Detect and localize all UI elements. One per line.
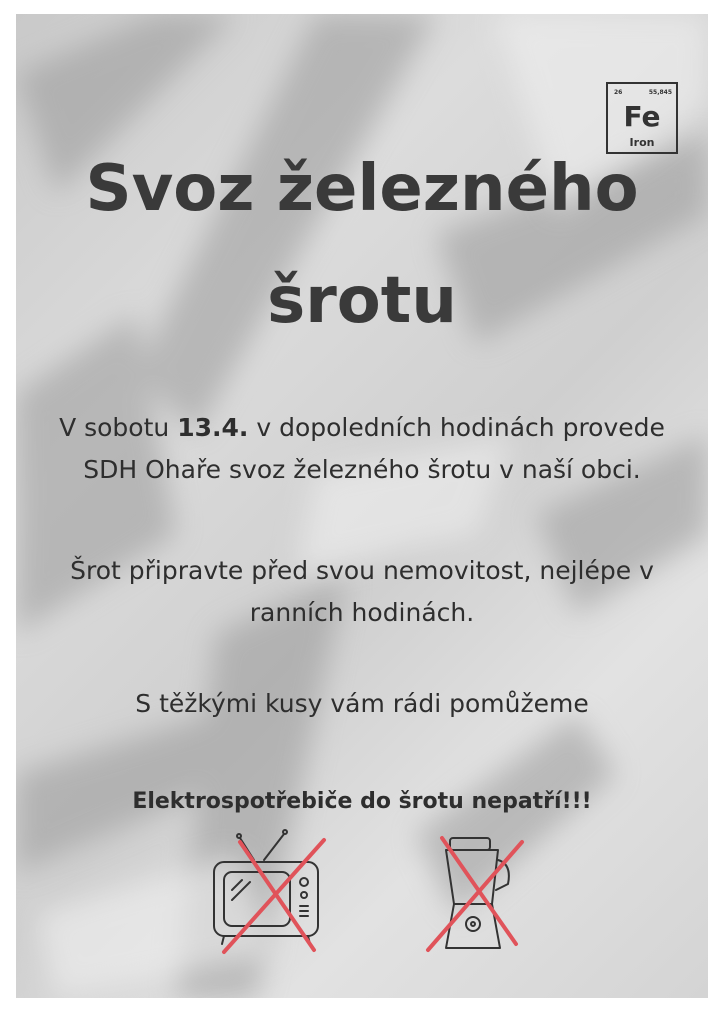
paragraph1-pre: V sobotu <box>59 413 178 442</box>
paragraph-instructions <box>16 550 708 634</box>
title-line-1: Svoz železného <box>85 152 639 226</box>
element-symbol: Fe <box>623 100 661 133</box>
tv-icon <box>202 820 332 960</box>
blender-icon <box>412 824 532 964</box>
title-line-2: šrotu <box>267 264 457 338</box>
paragraph-help: S těžkými kusy vám rádi pomůžeme <box>135 689 589 718</box>
paragraph1-post: v dopoledních hodinách provede <box>248 413 665 442</box>
poster-sheet <box>16 14 708 998</box>
electronics-warning: Elektrospotřebiče do šrotu nepatří!!! <box>132 789 592 814</box>
element-name: Iron <box>629 136 655 149</box>
iron-element-tile <box>606 82 678 154</box>
collection-date: 13.4. <box>177 413 249 442</box>
paragraph2-line2: ranních hodinách. <box>249 598 475 627</box>
paragraph2-line1: Šrot připravte před svou nemovitost, nejlépe v <box>70 556 654 585</box>
atomic-number: 26 <box>614 89 623 96</box>
paragraph-collection-date <box>16 407 708 491</box>
paragraph1-line2: SDH Ohaře svoz železného šrotu v naší obci. <box>83 455 641 484</box>
atomic-mass: 55,845 <box>648 89 672 96</box>
